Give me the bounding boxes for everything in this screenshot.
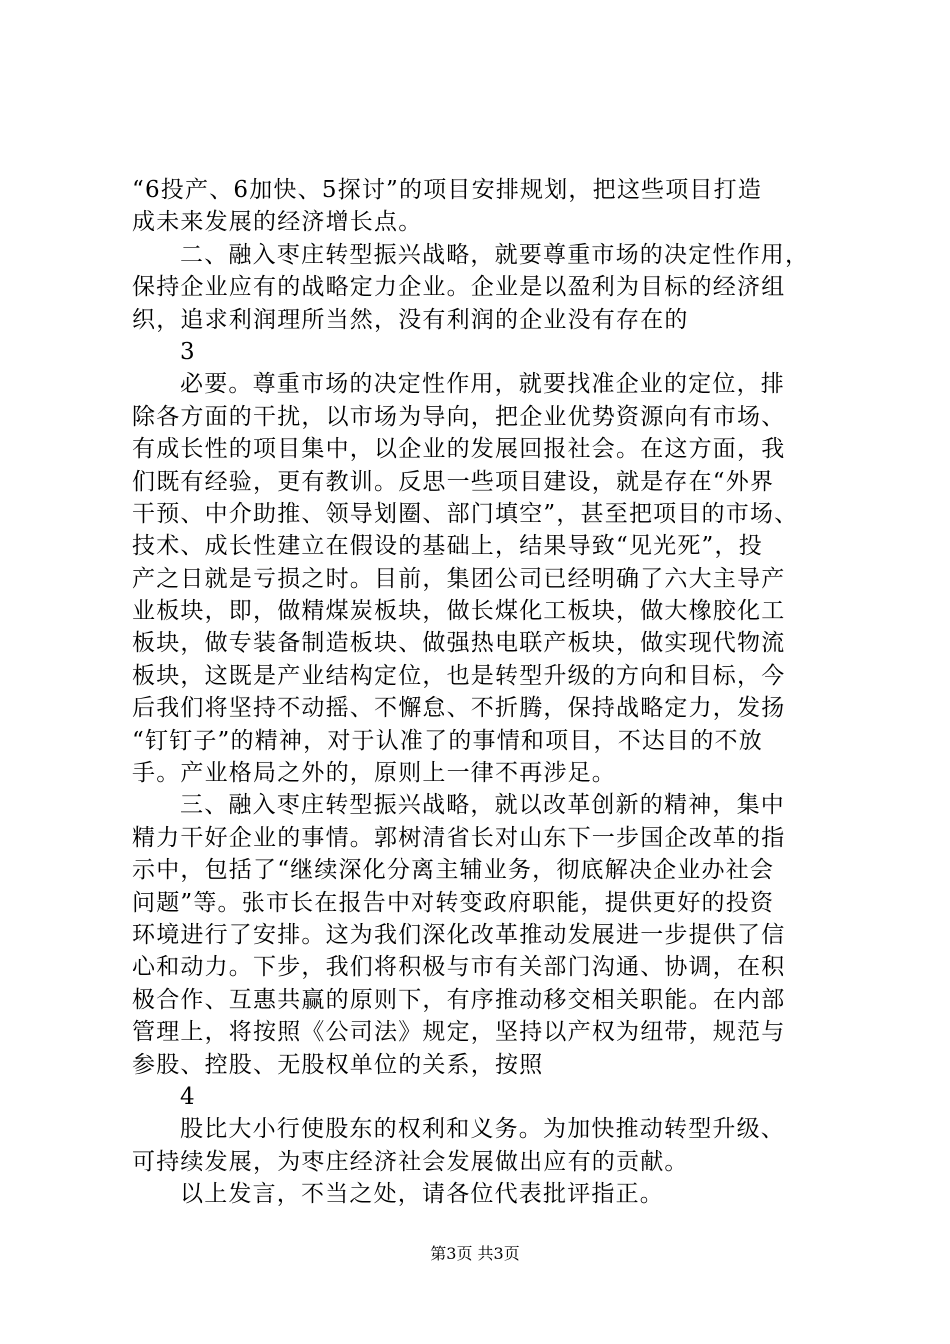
- page-footer: [0, 1244, 950, 1264]
- text-line: 心和动力。下步，我们将积极与市有关部门沟通、协调，在积: [132, 954, 786, 981]
- text-line: 业板块，即，做精煤炭板块，做长煤化工板块，做大橡胶化工: [132, 598, 786, 625]
- text-line: 除各方面的干扰，以市场为导向，把企业优势资源向有市场、: [132, 403, 786, 430]
- page-marker-number: 4: [180, 1083, 196, 1110]
- text-line: 成未来发展的经济增长点。: [132, 209, 423, 236]
- text-line: 板块，做专装备制造板块、做强热电联产板块，做实现代物流: [132, 630, 786, 657]
- text-line: 们既有经验，更有教训。反思一些项目建设，就是存在“外界: [132, 468, 775, 495]
- text-line: 环境进行了安排。这为我们深化改革推动发展进一步提供了信: [132, 921, 786, 948]
- text-line: 必要。尊重市场的决定性作用，就要找准企业的定位，排: [180, 371, 785, 398]
- text-line: 示中，包括了“继续深化分离主辅业务，彻底解决企业办社会: [132, 857, 775, 884]
- page-marker-number: 3: [180, 338, 196, 365]
- text-line: 精力干好企业的事情。郭树清省长对山东下一步国企改革的指: [132, 824, 786, 851]
- text-line: 板块，这既是产业结构定位，也是转型升级的方向和目标，今: [132, 662, 786, 689]
- text-line: 有成长性的项目集中，以企业的发展回报社会。在这方面，我: [132, 436, 786, 463]
- text-line: 产之日就是亏损之时。目前，集团公司已经明确了六大主导产: [132, 565, 786, 592]
- text-line: 参股、控股、无股权单位的关系，按照: [132, 1051, 544, 1078]
- text-line: 织，追求利润理所当然，没有利润的企业没有存在的: [132, 306, 689, 333]
- text-line: 股比大小行使股东的权利和义务。为加快推动转型升级、: [180, 1116, 785, 1143]
- text-line: 保持企业应有的战略定力企业。企业是以盈利为目标的经济组: [132, 274, 786, 301]
- page-number-label: 第3页 共3页: [430, 1244, 520, 1263]
- text-line: 以上发言，不当之处，请各位代表批评指正。: [180, 1181, 664, 1208]
- text-line: “钉钉子”的精神，对于认准了的事情和项目，不达目的不放: [132, 727, 763, 754]
- text-line: “6投产、6加快、5探讨”的项目安排规划，把这些项目打造: [132, 177, 763, 203]
- text-line: 干预、中介助推、领导划圈、部门填空”，甚至把项目的市场、: [132, 500, 799, 527]
- text-line: 二、融入枣庄转型振兴战略，就要尊重市场的决定性作用，: [180, 241, 810, 268]
- body-text: [132, 174, 832, 1211]
- text-line: 技术、成长性建立在假设的基础上，结果导致“见光死”，投: [132, 533, 763, 560]
- text-line: 三、融入枣庄转型振兴战略，就以改革创新的精神，集中: [180, 792, 785, 819]
- text-line: 手。产业格局之外的，原则上一律不再涉足。: [132, 760, 616, 787]
- text-line: 管理上，将按照《公司法》规定，坚持以产权为纽带，规范与: [132, 1019, 786, 1046]
- text-line: 问题”等。张市长在报告中对转变政府职能，提供更好的投资: [132, 889, 775, 916]
- text-line: 可持续发展，为枣庄经济社会发展做出应有的贡献。: [132, 1148, 689, 1175]
- text-line: 极合作、互惠共赢的原则下，有序推动移交相关职能。在内部: [132, 986, 786, 1013]
- text-line: 后我们将坚持不动摇、不懈怠、不折腾，保持战略定力，发扬: [132, 695, 786, 722]
